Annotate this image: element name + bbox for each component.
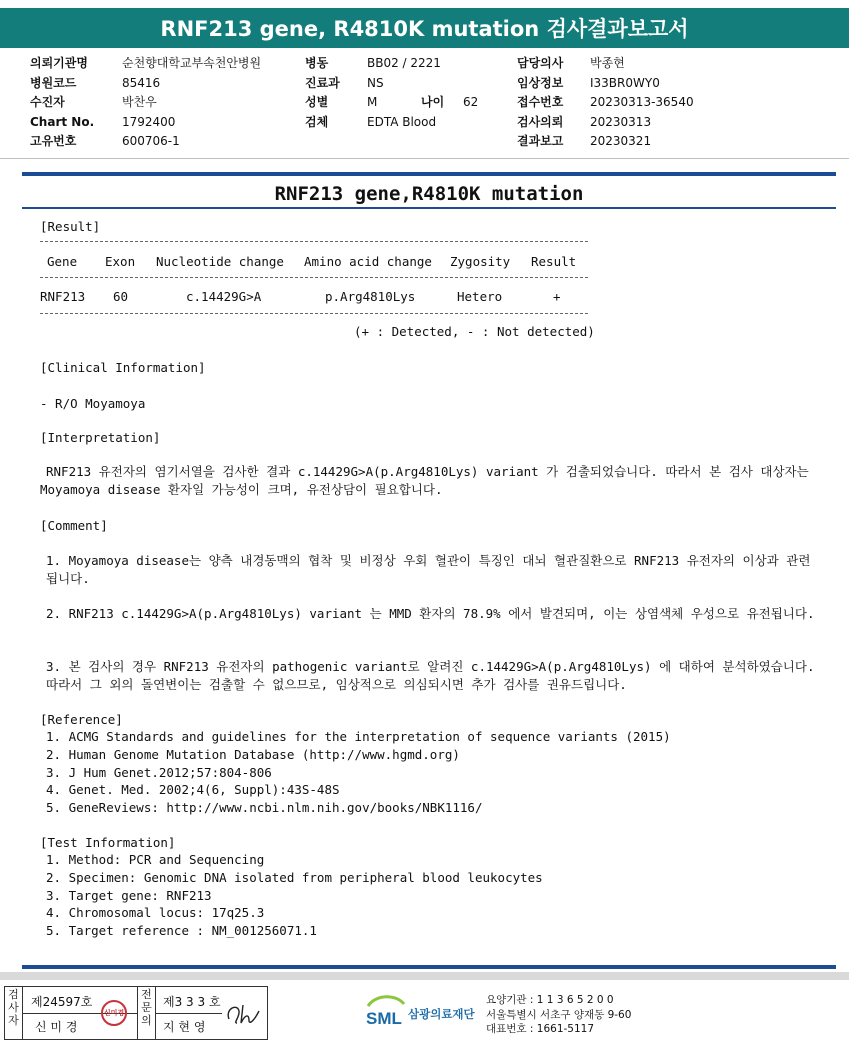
inspector-no: 제24597호 [31,995,93,1009]
lab-info-line: 서울특별시 서초구 양재동 9-60 [486,1008,632,1021]
reference-item: 2. Human Genome Mutation Database (http://www.hgmd.org) [46,747,460,762]
patient-info-col2 [305,54,478,132]
table-divider [40,313,588,314]
divider [156,1013,222,1014]
reference-item: 4. Genet. Med. 2002;4(6, Suppl):43S-48S [46,782,340,797]
comment-item: 3. 본 검사의 경우 RNF213 유전자의 pathogenic variant로 알려진 c.14429G>A(p.Arg4810Lys) 에 대하여 분석하였습니다. 따라서 그 외의 돌연변이는 검출할 수 없으므로, 임상적으로 의심되시면 추가 검사를 권유드립니다. [46,659,815,692]
interpretation-text: RNF213 유전자의 염기서열을 검사한 결과 c.14429G>A(p.Arg4810Lys) variant 가 검출되었습니다. 따라서 본 검사 대상자는 Moyamoya disease 환자일 가능성이 크며, 유전상담이 필요합니다. [40,464,809,497]
lab-info [486,993,631,1037]
col-nucleotide: Nucleotide change [156,254,284,269]
col-gene: Gene [47,254,78,269]
info-row: 고유번호 600706-1 [30,134,180,148]
cell-exon: 60 [113,289,129,304]
age-label: 나이 [421,95,445,109]
info-row: 병원코드 85416 [30,75,161,90]
cell-amino: p.Arg4810Lys [325,289,416,304]
signature-icon [223,999,263,1029]
col-exon: Exon [105,254,136,269]
blue-rule [22,965,836,969]
signature-box [4,986,268,1040]
sml-logo-icon [364,992,408,1032]
cell-nucleotide: c.14429G>A [186,289,262,304]
col-result: Result [531,254,577,269]
info-row: 수진자 박찬우 [30,95,157,109]
company-name: 삼광의료재단 [408,1007,475,1021]
specialist-label: 전문의 [138,987,156,1039]
cell-zygosity: Hetero [457,289,503,304]
blue-rule [22,172,836,176]
info-row: 결과보고 20230321 [517,134,652,148]
interpretation-header: [Interpretation] [40,430,161,445]
lab-info-line: 대표번호 : 1661-5117 [486,1023,595,1035]
clinical-header: [Clinical Information] [40,360,206,375]
info-row: Chart No. 1792400 [30,114,176,129]
info-row: 접수번호 20230313-36540 [517,95,694,109]
comment-header: [Comment] [40,518,108,533]
report-title-bar [0,8,849,48]
report-title: RNF213 gene, R4810K mutation 검사결과보고서 [160,17,689,41]
test-info-item: 1. Method: PCR and Sequencing [46,852,265,867]
table-divider [40,241,588,242]
comment-item: 1. Moyamoya disease는 양측 내경동맥의 협착 및 비정상 우회 혈관이 특징인 대뇌 혈관질환으로 RNF213 유전자의 이상과 관련됩니다. [46,553,811,586]
specialist-name: 지 현 영 [163,1020,206,1034]
inspector-name: 신 미 경 [35,1020,78,1034]
test-info-header: [Test Information] [40,835,176,850]
footer-band [0,972,849,980]
cell-gene: RNF213 [40,289,86,304]
clinical-text: - R/O Moyamoya [40,396,146,411]
info-row: 검체 EDTA Blood [305,114,437,129]
comment-item: 2. RNF213 c.14429G>A(p.Arg4810Lys) variant 는 MMD 환자의 78.9% 에서 발견되며, 이는 상염색체 우성으로 유전됩니다. [46,606,815,621]
blue-rule [22,207,836,209]
info-row: 진료과 NS [305,75,384,90]
divider [0,158,849,159]
reference-item: 5. GeneReviews: http://www.ncbi.nlm.nih.gov/books/NBK1116/ [46,800,483,815]
info-row: 성별 M 나이 62 [305,93,478,113]
info-row: 검사의뢰 20230313 [517,114,652,129]
cell-result: + [553,289,561,304]
info-row: 담당의사 박종현 [517,56,625,70]
info-row: 병동 BB02 / 2221 [305,56,441,70]
test-info-item: 2. Specimen: Genomic DNA isolated from peripheral blood leukocytes [46,870,543,885]
report-subtitle: RNF213 gene,R4810K mutation [274,183,584,205]
patient-info-col3 [517,54,694,152]
reference-item: 3. J Hum Genet.2012;57:804-806 [46,765,272,780]
result-header: [Result] [40,219,101,234]
reference-item: 1. ACMG Standards and guidelines for the interpretation of sequence variants (2015) [46,729,671,744]
col-amino: Amino acid change [304,254,432,269]
info-row: 임상정보 I33BR0WY0 [517,75,660,90]
inspector-label: 검사자 [5,987,23,1039]
table-divider [40,277,588,278]
col-zygosity: Zygosity [450,254,511,269]
info-row: 의뢰기관명 순천향대학교부속천안병원 [30,56,262,70]
seal-stamp-icon: 신미경 [101,1000,127,1026]
specialist-no: 제3 3 3 호 [163,995,221,1009]
test-info-item: 4. Chromosomal locus: 17q25.3 [46,905,265,920]
reference-header: [Reference] [40,712,123,727]
test-info-item: 5. Target reference : NM_001256071.1 [46,923,317,938]
result-legend: (+ : Detected, - : Not detected) [354,324,595,339]
lab-info-line: 요양기관 : 1 1 3 6 5 2 0 0 [486,994,614,1006]
sml-logo-text: SML [366,1009,402,1028]
test-info-item: 3. Target gene: RNF213 [46,888,212,903]
patient-info-col1 [30,54,261,152]
age-value: 62 [463,95,479,109]
